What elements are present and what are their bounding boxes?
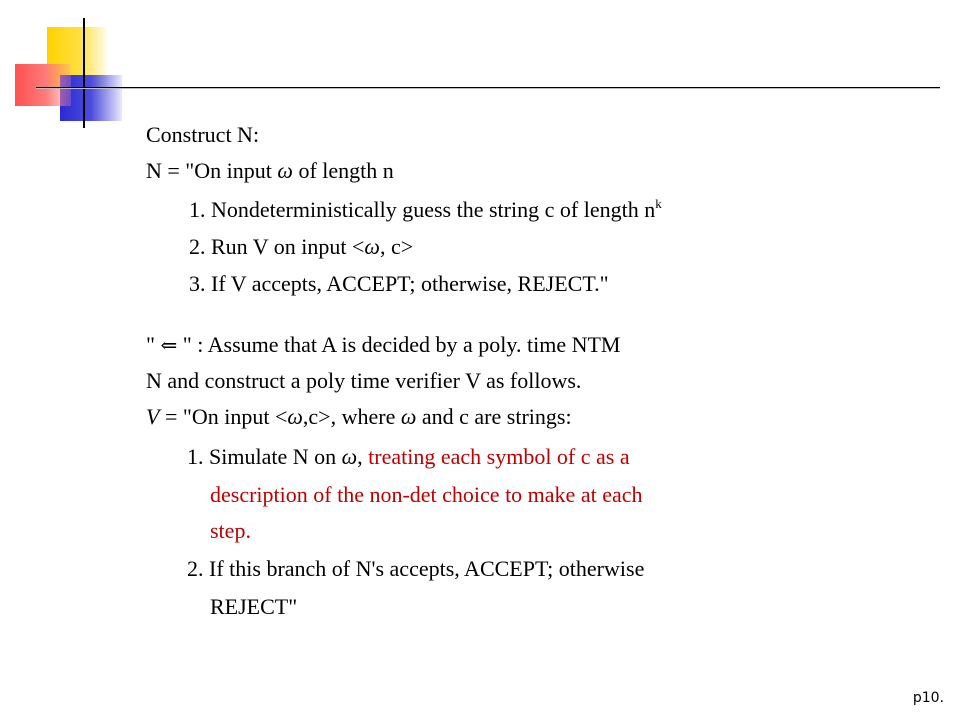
converse-direction-line: " ⇐ " : Assume that A is decided by a poly. time NTM bbox=[146, 332, 621, 357]
v-step-1-end: step. bbox=[210, 518, 251, 543]
v-definition-line: V = "On input <ω,c>, where ω and c are strings: bbox=[146, 404, 572, 429]
n-step-2: 2. Run V on input <ω, c> bbox=[189, 234, 414, 259]
n-step-1: 1. Nondeterministically guess the string c of length $n^k$ bbox=[189, 196, 662, 222]
construct-heading: Construct N: bbox=[146, 122, 260, 147]
decor-vertical-line bbox=[83, 18, 85, 128]
omega-symbol: ω bbox=[341, 444, 358, 469]
n-step-3: 3. If V accepts, ACCEPT; otherwise, REJECT." bbox=[189, 271, 609, 296]
v-step-1: 1. Simulate N on ω, treating each symbol of c as a bbox=[187, 444, 630, 469]
converse-direction-line-2: N and construct a poly time verifier V as follows. bbox=[146, 368, 582, 393]
n-definition-line: N = "On input ω of length n bbox=[146, 158, 394, 183]
page-number: p10. bbox=[912, 690, 944, 706]
title-divider-shadow bbox=[36, 88, 940, 89]
v-step-2-continued: REJECT" bbox=[210, 594, 298, 619]
omega-symbol: ω bbox=[400, 404, 417, 429]
highlighted-text: treating each symbol of c as a bbox=[368, 444, 630, 469]
decor-red-square bbox=[15, 64, 71, 106]
v-step-2: 2. If this branch of N's accepts, ACCEPT; otherwise bbox=[187, 556, 645, 581]
omega-symbol: ω bbox=[277, 158, 293, 183]
v-step-1-continued: description of the non-det choice to make at each bbox=[210, 482, 643, 507]
omega-symbol: ω bbox=[287, 404, 303, 429]
omega-symbol: ω bbox=[364, 234, 380, 259]
left-double-arrow-icon: ⇐ bbox=[160, 335, 178, 357]
